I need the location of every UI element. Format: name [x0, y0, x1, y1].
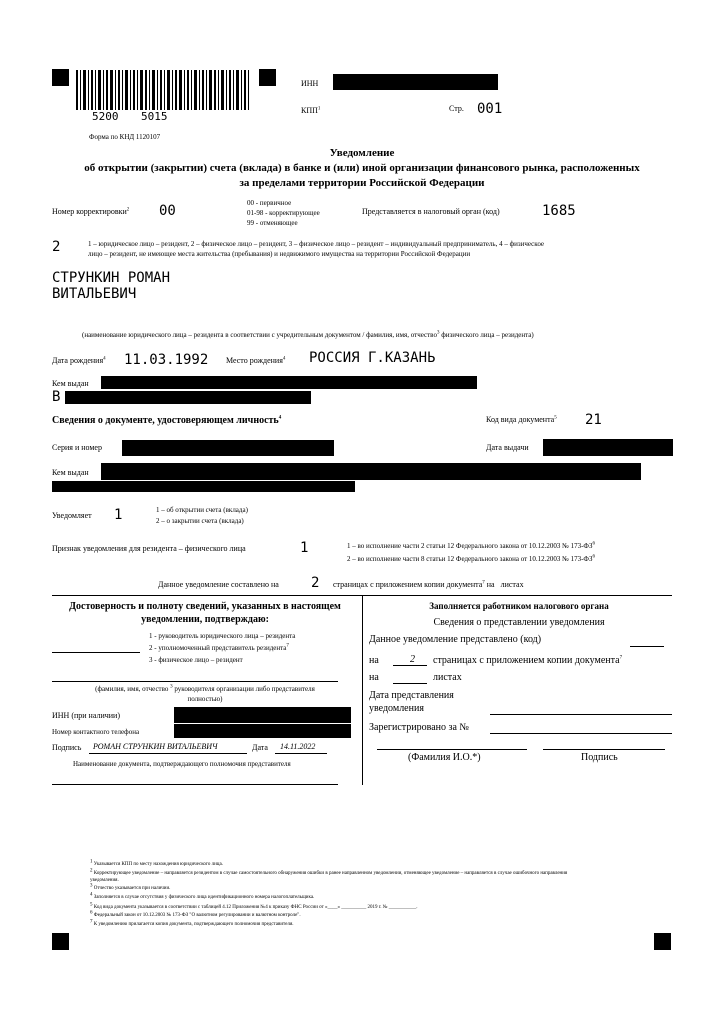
right-subheading: Сведения о представлении уведомления [433, 617, 605, 628]
footnote-2-cont: уведомления. [90, 878, 119, 883]
doc-kind-label: Код вида документа$^5$ [486, 415, 557, 424]
footnote-7: $^7$ К уведомлению прилагается копия документа, подтверждающего полномочия представителя. [90, 919, 294, 927]
issue-date-redacted [543, 439, 673, 456]
left-opt-2: 2 - уполномоченный представитель резидента$^7$ [149, 643, 289, 652]
right-pages-line [393, 665, 427, 666]
notify-value: 1 [114, 507, 123, 523]
issued-by-redacted-2 [65, 391, 311, 404]
footnote-3: $^3$ Отчество указывается при наличии. [90, 883, 171, 891]
correction-hint-2: 01-98 - корректирующее [247, 209, 320, 217]
pages-value: 2 [311, 575, 320, 591]
resident-sign-label: Признак уведомления для резидента – физического лица [52, 544, 246, 553]
right-fio-line [377, 749, 527, 750]
right-on-label: на [369, 655, 379, 666]
name-caption: (наименование юридического лица – резидента в соответствии с учредительным документом / фамилия, имя, отчество$^3$ физического лица – резидента) [82, 330, 534, 339]
series-label: Серия и номер [52, 443, 102, 452]
left-sign-line [89, 753, 247, 754]
issued-by-label: Кем выдан [52, 379, 89, 388]
left-inn-label: ИНН (при наличии) [52, 711, 120, 720]
column-divider [362, 595, 363, 785]
doc-issued-by-label: Кем выдан [52, 468, 89, 477]
corner-marker-top-left [52, 69, 69, 86]
right-sign-label: Подпись [581, 752, 618, 763]
form-title: Уведомление [329, 147, 395, 159]
footnote-4: $^4$ Заполняется в случае отсутствия у физического лица идентификационного номера налогоплательщика. [90, 892, 315, 900]
left-opt-1: 1 - руководитель юридического лица – резидента [149, 632, 296, 640]
corner-marker-top-right [259, 69, 276, 86]
left-sign-value: РОМАН СТРУНКИН ВИТАЛЬЕВИЧ [93, 742, 218, 751]
right-on-label-2: на [369, 672, 379, 683]
left-opt-3: 3 - физическое лицо – резидент [149, 656, 243, 664]
doc-issued-by-redacted-2 [52, 481, 355, 492]
correction-value: 00 [159, 203, 176, 219]
right-sign-line [543, 749, 665, 750]
inn-redacted [333, 74, 498, 90]
left-date-label: Дата [252, 743, 268, 752]
resident-sign-hint-1: 1 – во исполнение части 2 статьи 12 Федерального закона от 10.12.2003 № $173-ФЗ^6$ [347, 541, 595, 550]
right-date-label-1: Дата представления [369, 690, 454, 701]
doc-kind-value: 21 [585, 412, 602, 428]
form-code: Форма по КНД 1120107 [89, 133, 161, 141]
right-reg-label: Зарегистрировано за № [369, 722, 469, 733]
left-doc-caption: Наименование документа, подтверждающего полномочия представителя [73, 760, 291, 768]
left-heading-2: уведомлении, подтверждаю: [141, 614, 269, 625]
right-date-line [490, 714, 672, 715]
right-presented-line [630, 646, 664, 647]
left-fio-caption-1: (фамилия, имя, отчество $^3$ руководителя организации либо представителя [95, 684, 315, 693]
right-sheets-line [393, 683, 427, 684]
correction-label: Номер корректировки$^2$ [52, 207, 130, 216]
resident-sign-value: 1 [300, 540, 309, 556]
doc-heading: Сведения о документе, удостоверяющем личность$^4$ [52, 415, 282, 426]
form-subtitle-line2: за пределами территории Российской Федерации [239, 177, 485, 189]
tax-organ-value: 1685 [542, 203, 576, 219]
left-date-line [275, 753, 327, 754]
left-inn-redacted [174, 707, 351, 723]
left-fio-caption-2: полностью) [187, 695, 223, 703]
right-fio-label: (Фамилия И.О.*) [408, 752, 481, 763]
person-type-value: 2 [52, 239, 61, 255]
series-redacted [122, 440, 334, 456]
correction-hint-1: 00 - первичное [247, 199, 292, 207]
footnote-1: $^1$ Указывается КПП по месту нахождения юридического лица. [90, 859, 223, 867]
doc-issued-by-redacted-1 [101, 463, 641, 480]
left-fio-line [52, 681, 338, 682]
footnote-2: $^2$ Корректирующее уведомление – направляется резидентом в случае самостоятельного обнаружения ошибки в ранее направленном уведомлении, отменяющее уведомление – направляется в случае ошибочного направления [90, 868, 568, 876]
left-date-value: 14.11.2022 [280, 742, 316, 751]
page-value: 001 [477, 101, 503, 117]
left-sign-label: Подпись [52, 743, 82, 752]
issued-by-redacted-1 [101, 376, 477, 389]
barcode [76, 70, 256, 110]
kpp-label: КПП$^1$ [301, 106, 321, 115]
person-type-hint-2: лицо – резидент, не имеющее места жительства (пребывания) и недвижимого имущества на территории Российской Федерации [88, 250, 471, 258]
birth-place-value: РОССИЯ Г.КАЗАНЬ [309, 350, 436, 366]
right-reg-line [490, 733, 672, 734]
left-phone-label: Номер контактного телефона [52, 728, 140, 736]
right-heading: Заполняется работником налогового органа [429, 601, 609, 611]
issued-by-first-char: В [52, 389, 61, 405]
birth-date-label: Дата рождения$^4$ [52, 356, 106, 365]
barcode-digits-left: 5200 [92, 110, 119, 123]
right-date-label-2: уведомления [369, 703, 424, 714]
right-sheets-label: листах [433, 672, 462, 683]
pages-prefix: Данное уведомление составлено на [158, 580, 279, 589]
barcode-digits-right: 5015 [141, 110, 168, 123]
birth-date-value: 11.03.1992 [124, 352, 209, 368]
left-phone-redacted [174, 724, 351, 738]
footnote-5: $^5$ Код вида документа указывается в соответствии с таблицей 4.12 Приложения №4 к приказу ФНС России от «____» __________ 2019 г. № ___________. [90, 902, 418, 910]
right-pages-text: страницах с приложением копии документа$^7$ [433, 655, 623, 666]
correction-hint-3: 99 - отменяющее [247, 219, 298, 227]
notify-label: Уведомляет [52, 511, 92, 520]
name-line-2: ВИТАЛЬЕВИЧ [52, 286, 137, 302]
right-presented-label: Данное уведомление представлено (код) [369, 634, 542, 645]
notify-hint-1: 1 – об открытии счета (вклада) [156, 506, 248, 514]
corner-marker-bottom-right [654, 933, 671, 950]
inn-label: ИНН [301, 79, 319, 88]
footnote-6: $^6$ Федеральный закон от 10.12.2003 № 173-ФЗ "О валютном регулировании и валютном контроле". [90, 910, 301, 918]
name-line-1: СТРУНКИН РОМАН [52, 270, 171, 286]
resident-sign-hint-2: 2 – во исполнение части 8 статьи 12 Федерального закона от 10.12.2003 № $173-ФЗ^6$ [347, 554, 595, 563]
birth-place-label: Место рождения$^4$ [226, 356, 286, 365]
page-label: Стр. [449, 104, 464, 113]
left-heading-1: Достоверность и полноту сведений, указанных в настоящем [69, 601, 341, 612]
left-signer-type-line [52, 652, 140, 653]
pages-mid: страницах с приложением копии документа$^7$ на листах [333, 580, 524, 589]
notify-hint-2: 2 – о закрытии счета (вклада) [156, 517, 244, 525]
person-type-hint-1: 1 – юридическое лицо – резидент, 2 – физическое лицо – резидент, 3 – физическое лицо – резидент – индивидуальный предприниматель, 4 – физическое [88, 240, 545, 248]
left-doc-line [52, 784, 338, 785]
right-pages-value: 2 [410, 654, 415, 665]
tax-organ-label: Представляется в налоговый орган (код) [362, 207, 500, 216]
issue-date-label: Дата выдачи [486, 443, 529, 452]
form-subtitle-line1: об открытии (закрытии) счета (вклада) в банке и (или) иной организации финансового рынка, расположенных [84, 162, 640, 174]
corner-marker-bottom-left [52, 933, 69, 950]
